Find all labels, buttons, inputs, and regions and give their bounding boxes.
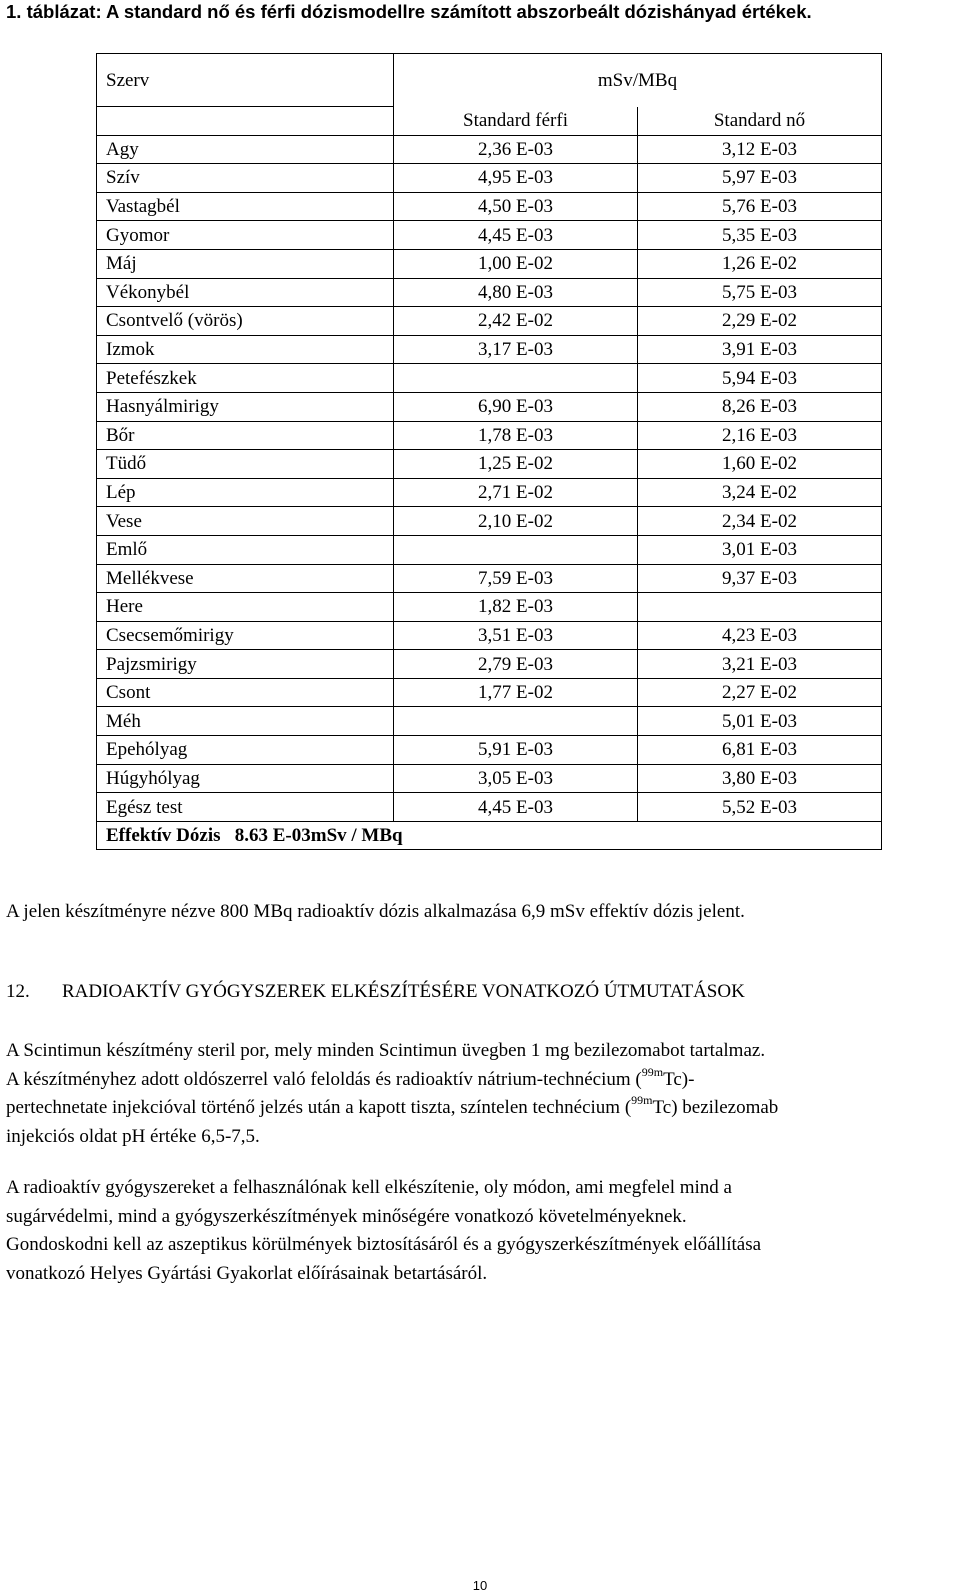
- female-value-cell: 3,24 E-02: [638, 478, 882, 507]
- table-row: [97, 793, 882, 822]
- table-row: [97, 450, 882, 479]
- scintimun-line-3-text: pertechnetate injekcióval történő jelzés után a kapott tiszta, színtelen technécium (: [6, 1097, 632, 1118]
- dose-paragraph: A jelen készítményre nézve 800 MBq radioaktív dózis alkalmazása 6,9 mSv effektív dózis jelent.: [6, 901, 745, 922]
- organ-cell: Csecsemőmirigy: [97, 621, 394, 650]
- prep-line-4: vonatkozó Helyes Gyártási Gyakorlat előírásainak betartásáról.: [6, 1262, 488, 1284]
- organ-cell: Here: [97, 593, 394, 622]
- table-row: [97, 335, 882, 364]
- male-value-cell: [394, 364, 638, 393]
- table-row: [97, 535, 882, 564]
- female-value-cell: 3,80 E-03: [638, 764, 882, 793]
- table-subheader-row: [97, 107, 882, 136]
- female-value-cell: 5,75 E-03: [638, 278, 882, 307]
- header-organ: Szerv: [97, 54, 394, 107]
- female-value-cell: 4,23 E-03: [638, 621, 882, 650]
- organ-cell: Epehólyag: [97, 736, 394, 765]
- table-row: [97, 221, 882, 250]
- dose-table: [96, 53, 882, 850]
- preparation-paragraph: [6, 1174, 951, 1288]
- male-value-cell: [394, 707, 638, 736]
- table-row: [97, 678, 882, 707]
- female-value-cell: 1,60 E-02: [638, 450, 882, 479]
- prep-line-3: Gondoskodni kell az aszeptikus körülmények biztosításáról és a gyógyszerkészítmények előállítása: [6, 1234, 762, 1255]
- header-female: Standard nő: [638, 107, 882, 136]
- male-value-cell: 2,42 E-02: [394, 307, 638, 336]
- organ-cell: Vastagbél: [97, 192, 394, 221]
- female-value-cell: 2,16 E-03: [638, 421, 882, 450]
- organ-cell: Mellékvese: [97, 564, 394, 593]
- female-value-cell: 5,52 E-03: [638, 793, 882, 822]
- organ-cell: Szív: [97, 164, 394, 193]
- scintimun-line-3-end: Tc) bezilezomab: [652, 1097, 779, 1118]
- female-value-cell: [638, 593, 882, 622]
- female-value-cell: 5,35 E-03: [638, 221, 882, 250]
- female-value-cell: 2,29 E-02: [638, 307, 882, 336]
- male-value-cell: 7,59 E-03: [394, 564, 638, 593]
- organ-cell: Izmok: [97, 335, 394, 364]
- male-value-cell: 4,95 E-03: [394, 164, 638, 193]
- male-value-cell: 2,71 E-02: [394, 478, 638, 507]
- male-value-cell: 3,05 E-03: [394, 764, 638, 793]
- table-row: [97, 249, 882, 278]
- male-value-cell: 1,82 E-03: [394, 593, 638, 622]
- female-value-cell: 5,97 E-03: [638, 164, 882, 193]
- header-unit: mSv/MBq: [394, 54, 882, 107]
- male-value-cell: 4,45 E-03: [394, 793, 638, 822]
- organ-cell: Húgyhólyag: [97, 764, 394, 793]
- male-value-cell: 3,51 E-03: [394, 621, 638, 650]
- organ-cell: Gyomor: [97, 221, 394, 250]
- female-value-cell: 3,91 E-03: [638, 335, 882, 364]
- organ-cell: Agy: [97, 135, 394, 164]
- organ-cell: Méh: [97, 707, 394, 736]
- male-value-cell: 1,78 E-03: [394, 421, 638, 450]
- organ-cell: Pajzsmirigy: [97, 650, 394, 679]
- organ-cell: Vese: [97, 507, 394, 536]
- male-value-cell: 3,17 E-03: [394, 335, 638, 364]
- male-value-cell: 6,90 E-03: [394, 392, 638, 421]
- scintimun-line-2-text: A készítményhez adott oldószerrel való feloldás és radioaktív nátrium-technécium (: [6, 1068, 642, 1090]
- table-row: [97, 507, 882, 536]
- scintimun-paragraph: [6, 1037, 951, 1151]
- table-row: [97, 764, 882, 793]
- table-row: [97, 650, 882, 679]
- table-row: [97, 707, 882, 736]
- female-value-cell: 5,94 E-03: [638, 364, 882, 393]
- female-value-cell: 3,21 E-03: [638, 650, 882, 679]
- table-row: [97, 307, 882, 336]
- male-value-cell: 1,00 E-02: [394, 249, 638, 278]
- female-value-cell: 5,01 E-03: [638, 707, 882, 736]
- table-row: [97, 593, 882, 622]
- female-value-cell: 2,27 E-02: [638, 678, 882, 707]
- isotope-superscript: 99m: [641, 1064, 664, 1079]
- scintimun-line-3: [6, 1094, 951, 1123]
- organ-cell: Vékonybél: [97, 278, 394, 307]
- female-value-cell: 3,12 E-03: [638, 135, 882, 164]
- female-value-cell: 8,26 E-03: [638, 392, 882, 421]
- female-value-cell: 5,76 E-03: [638, 192, 882, 221]
- effective-dose: Effektív Dózis 8.63 E-03mSv / MBq: [97, 821, 882, 850]
- female-value-cell: 1,26 E-02: [638, 249, 882, 278]
- section-title: RADIOAKTÍV GYÓGYSZEREK ELKÉSZÍTÉSÉRE VONATKOZÓ ÚTMUTATÁSOK: [62, 981, 745, 1002]
- male-value-cell: 4,45 E-03: [394, 221, 638, 250]
- table-header-row: [97, 54, 882, 107]
- male-value-cell: 1,77 E-02: [394, 678, 638, 707]
- organ-cell: Lép: [97, 478, 394, 507]
- table-row: [97, 135, 882, 164]
- table-row: [97, 478, 882, 507]
- organ-cell: Emlő: [97, 535, 394, 564]
- scintimun-line-2: [6, 1066, 951, 1095]
- table-row: [97, 192, 882, 221]
- table-row: [97, 621, 882, 650]
- header-male: Standard férfi: [394, 107, 638, 136]
- isotope-superscript: 99m: [631, 1093, 653, 1107]
- section-heading: [6, 981, 745, 1003]
- male-value-cell: [394, 535, 638, 564]
- subheader-empty: [97, 107, 394, 136]
- table-row: [97, 392, 882, 421]
- organ-cell: Egész test: [97, 793, 394, 822]
- prep-line-2: sugárvédelmi, mind a gyógyszerkészítmények minőségére vonatkozó követelményeknek.: [6, 1205, 687, 1227]
- organ-cell: Hasnyálmirigy: [97, 392, 394, 421]
- female-value-cell: 3,01 E-03: [638, 535, 882, 564]
- female-value-cell: 2,34 E-02: [638, 507, 882, 536]
- male-value-cell: 5,91 E-03: [394, 736, 638, 765]
- table-caption: 1. táblázat: A standard nő és férfi dózismodellre számított abszorbeált dózishányad értékek.: [6, 1, 812, 22]
- section-number: 12.: [6, 981, 30, 1002]
- male-value-cell: 4,80 E-03: [394, 278, 638, 307]
- organ-cell: Petefészkek: [97, 364, 394, 393]
- male-value-cell: 1,25 E-02: [394, 450, 638, 479]
- table-row: [97, 736, 882, 765]
- organ-cell: Bőr: [97, 421, 394, 450]
- male-value-cell: 2,79 E-03: [394, 650, 638, 679]
- female-value-cell: 6,81 E-03: [638, 736, 882, 765]
- scintimun-line-2-end: Tc)-: [663, 1068, 695, 1090]
- male-value-cell: 2,10 E-02: [394, 507, 638, 536]
- scintimun-line-1: A Scintimun készítmény steril por, mely minden Scintimun üvegben 1 mg bezilezomabot tartalmaz.: [6, 1040, 766, 1061]
- effective-dose-row: [97, 821, 882, 850]
- female-value-cell: 9,37 E-03: [638, 564, 882, 593]
- organ-cell: Tüdő: [97, 450, 394, 479]
- male-value-cell: 4,50 E-03: [394, 192, 638, 221]
- organ-cell: Csontvelő (vörös): [97, 307, 394, 336]
- prep-line-1: A radioaktív gyógyszereket a felhasználónak kell elkészítenie, oly módon, ami megfelel mind a: [6, 1177, 732, 1198]
- table-row: [97, 421, 882, 450]
- page-number: 10: [472, 1578, 488, 1593]
- male-value-cell: 2,36 E-03: [394, 135, 638, 164]
- organ-cell: Csont: [97, 678, 394, 707]
- table-row: [97, 564, 882, 593]
- table-row: [97, 364, 882, 393]
- organ-cell: Máj: [97, 249, 394, 278]
- table-row: [97, 164, 882, 193]
- table-row: [97, 278, 882, 307]
- scintimun-line-4: injekciós oldat pH értéke 6,5-7,5.: [6, 1125, 260, 1147]
